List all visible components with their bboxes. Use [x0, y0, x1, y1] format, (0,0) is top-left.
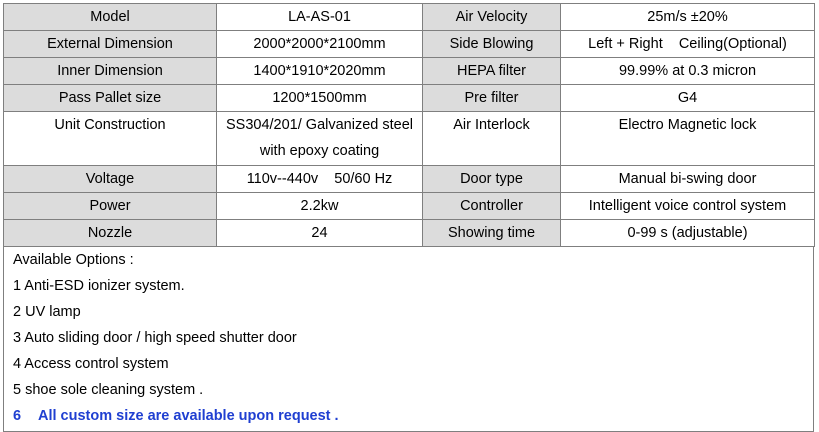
- spec-value: 1200*1500mm: [217, 85, 423, 112]
- table-row: [4, 193, 815, 220]
- option-item: 1 Anti-ESD ionizer system.: [13, 278, 185, 294]
- spec-value: Electro Magnetic lock: [561, 112, 815, 166]
- spec-label: HEPA filter: [423, 58, 561, 85]
- option-item: 5 shoe sole cleaning system .: [13, 382, 204, 398]
- options-heading: Available Options :: [13, 252, 134, 268]
- table-row: [4, 31, 815, 58]
- spec-label: Voltage: [4, 166, 217, 193]
- spec-label: Controller: [423, 193, 561, 220]
- table-row: [4, 112, 815, 166]
- custom-size-note: [13, 408, 339, 424]
- option-item: 2 UV lamp: [13, 304, 81, 320]
- spec-value: G4: [561, 85, 815, 112]
- spec-value: Manual bi-swing door: [561, 166, 815, 193]
- custom-size-note-text: All custom size are available upon request .: [38, 408, 339, 424]
- spec-label: Air Interlock: [423, 112, 561, 166]
- spec-label: External Dimension: [4, 31, 217, 58]
- option-item: 3 Auto sliding door / high speed shutter door: [13, 330, 297, 346]
- spec-label: Air Velocity: [423, 4, 561, 31]
- spec-table: [3, 3, 815, 247]
- spec-label: Showing time: [423, 220, 561, 247]
- spec-label: Unit Construction: [4, 112, 217, 166]
- spec-value: 2.2kw: [217, 193, 423, 220]
- table-row: [4, 85, 815, 112]
- spec-label: Power: [4, 193, 217, 220]
- spec-value: Intelligent voice control system: [561, 193, 815, 220]
- table-row: [4, 4, 815, 31]
- spec-value: 2000*2000*2100mm: [217, 31, 423, 58]
- spec-value: 24: [217, 220, 423, 247]
- spec-value: SS304/201/ Galvanized steel with epoxy coating: [217, 112, 423, 166]
- spec-label: Door type: [423, 166, 561, 193]
- table-row: [4, 166, 815, 193]
- spec-label: Model: [4, 4, 217, 31]
- table-row: [4, 220, 815, 247]
- spec-label: Side Blowing: [423, 31, 561, 58]
- spec-value: LA-AS-01: [217, 4, 423, 31]
- spec-label: Inner Dimension: [4, 58, 217, 85]
- spec-value: 110v--440v 50/60 Hz: [217, 166, 423, 193]
- option-item: 4 Access control system: [13, 356, 169, 372]
- spec-label: Pre filter: [423, 85, 561, 112]
- spec-value: 25m/s ±20%: [561, 4, 815, 31]
- table-row: [4, 58, 815, 85]
- available-options-section: [3, 247, 814, 432]
- custom-size-note-number: 6: [13, 408, 22, 424]
- spec-value: Left + Right Ceiling(Optional): [561, 31, 815, 58]
- spec-value: 0-99 s (adjustable): [561, 220, 815, 247]
- spec-sheet: [3, 3, 814, 432]
- spec-label: Nozzle: [4, 220, 217, 247]
- spec-label: Pass Pallet size: [4, 85, 217, 112]
- spec-value: 99.99% at 0.3 micron: [561, 58, 815, 85]
- spec-value: 1400*1910*2020mm: [217, 58, 423, 85]
